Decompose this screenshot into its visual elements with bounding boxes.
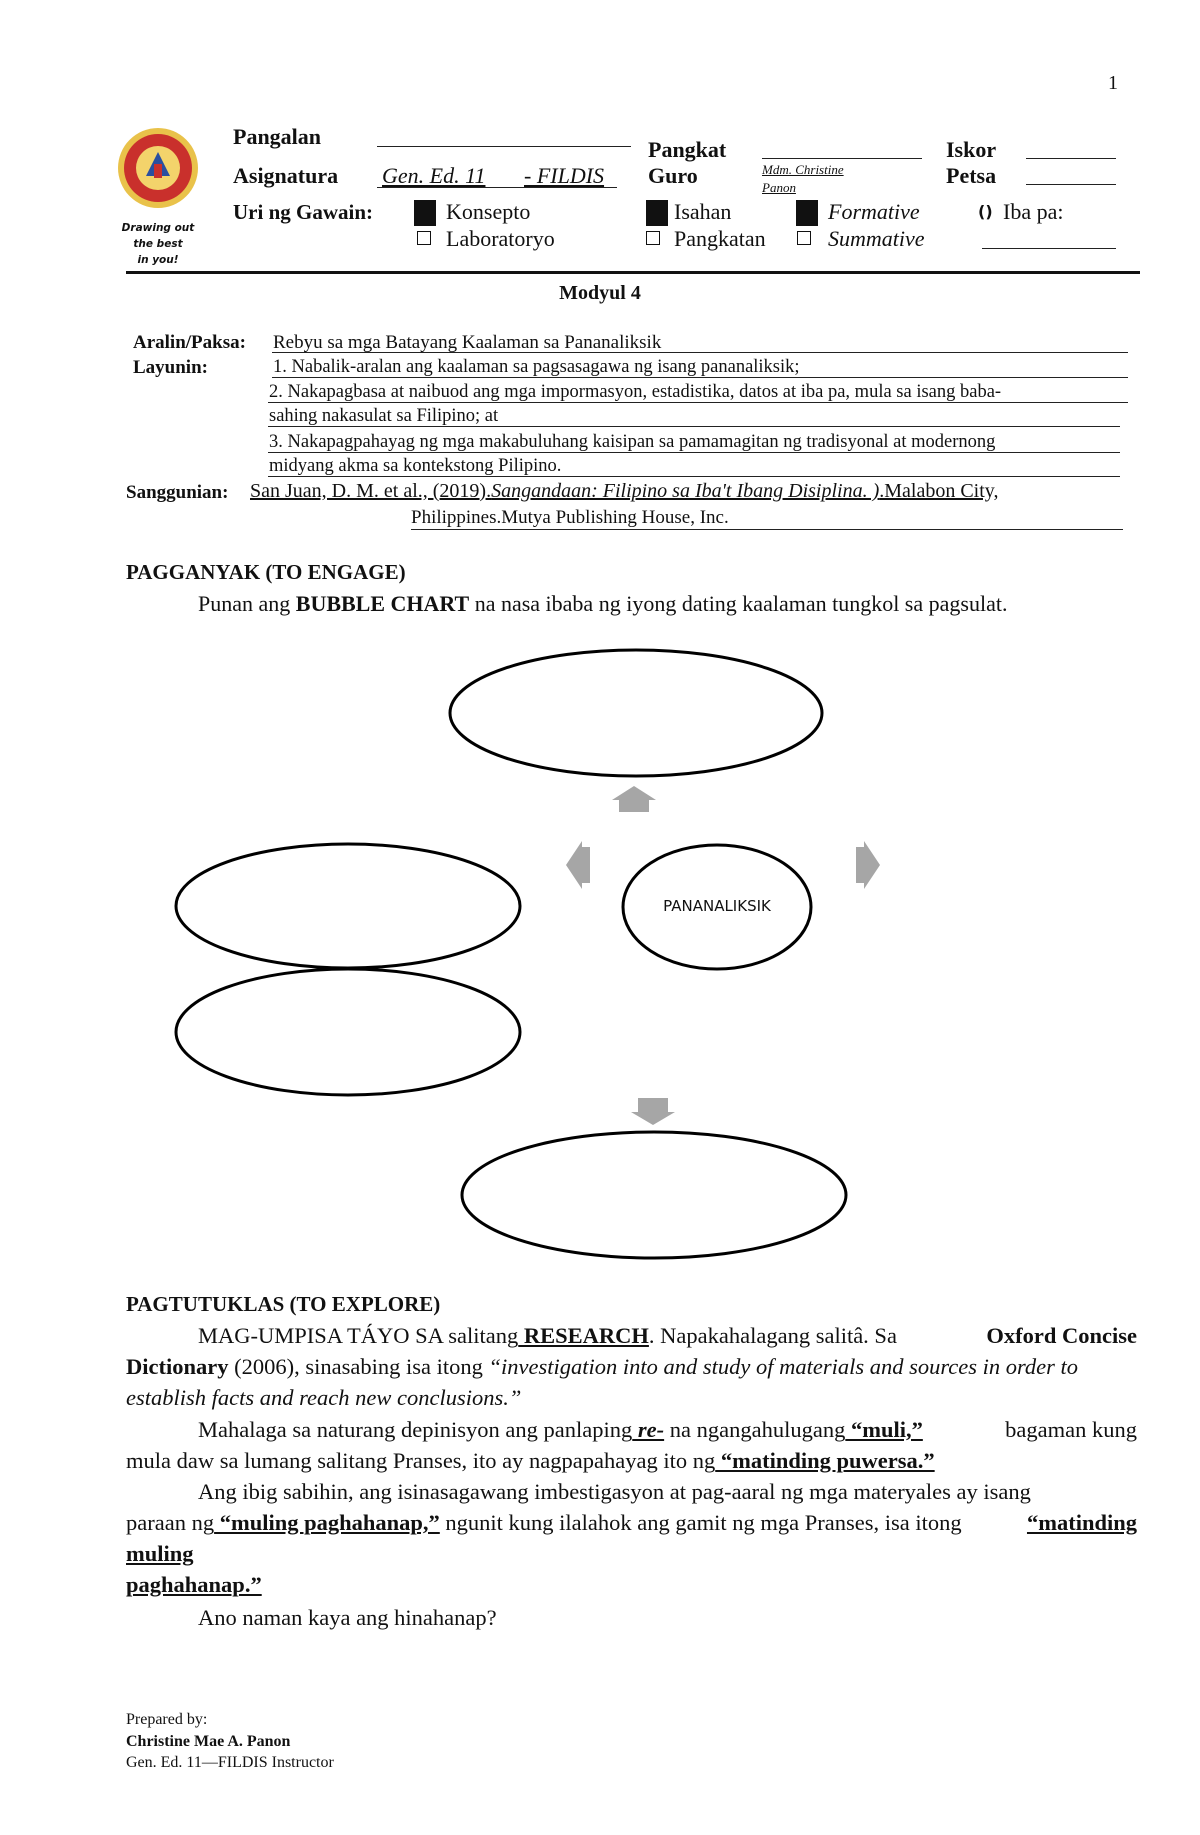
- center-bubble-label: PANANALIKSIK: [663, 897, 771, 915]
- summative-label: Summative: [828, 226, 925, 251]
- sanggunian-label: Sanggunian:: [126, 482, 229, 503]
- explore-paragraph-1: MAG-UMPISA TÁYO SA salitang RESEARCH. Napakahalagang salitâ. Sa Oxford Concise Dictionary (2006), sinasabing isa itong “investigation into and study of materials and sources in order to establish facts and reach new conclusions.”: [126, 1323, 1137, 1410]
- preparer-name: Christine Mae A. Panon: [126, 1733, 291, 1750]
- prepared-by-label: Prepared by:: [126, 1711, 208, 1728]
- bubble-left-lower[interactable]: [176, 969, 520, 1095]
- pangkatan-label: Pangkatan: [674, 226, 766, 251]
- pangkat-field[interactable]: [762, 158, 922, 159]
- aralin-value: Rebyu sa mga Batayang Kaalaman sa Pananaliksik: [273, 332, 662, 353]
- layunin-item: 2. Nakapagbasa at naibuod ang mga impormasyon, estadistika, datos at iba pa, mula sa isang baba-: [269, 382, 1002, 402]
- formative-label: Formative: [828, 199, 920, 224]
- pangkatan-checkbox[interactable]: [646, 231, 660, 245]
- explore-paragraph-4: Ano naman kaya ang hinahanap?: [198, 1605, 497, 1630]
- layunin-item: 3. Nakapagpahayag ng mga makabuluhang kaisipan sa pamamagitan ng tradisyonal at modernong: [269, 432, 996, 452]
- logo-tagline: the best: [133, 238, 183, 250]
- layunin-label: Layunin:: [133, 357, 208, 378]
- iba-pa-icon[interactable]: (): [978, 202, 993, 221]
- uri-label: Uri ng Gawain:: [233, 200, 374, 224]
- arrow-down-icon: [631, 1098, 675, 1125]
- layunin-item-cont: midyang akma sa kontekstong Pilipino.: [269, 456, 562, 476]
- explore-heading: PAGTUTUKLAS (TO EXPLORE): [126, 1292, 441, 1316]
- guro-label: Guro: [648, 163, 698, 188]
- explore-paragraph-3: Ang ibig sabihin, ang isinasagawang imbestigasyon at pag-aaral ng mga materyales ay isang paraan ng “muling paghahanap,” ngunit kung ilalahok ang gamit ng mga Pranses, isa itong “matinding muling paghahanap.”: [126, 1479, 1137, 1597]
- iba-pa-label: Iba pa:: [1003, 199, 1064, 224]
- page-number: 1: [1108, 72, 1118, 94]
- petsa-field[interactable]: [1026, 184, 1116, 185]
- sanggunian-value: San Juan, D. M. et al., (2019).Sangandaan: Filipino sa Iba't Ibang Disiplina. ).Malabon City,: [250, 480, 999, 502]
- iba-pa-field[interactable]: [982, 248, 1116, 249]
- pangalan-field[interactable]: [377, 146, 631, 147]
- pangalan-label: Pangalan: [233, 124, 322, 149]
- asignatura-label: Asignatura: [233, 163, 339, 188]
- arrow-up-icon: [612, 786, 656, 812]
- iskor-label: Iskor: [946, 137, 997, 162]
- bubble-bottom[interactable]: [462, 1132, 846, 1258]
- iskor-field[interactable]: [1026, 158, 1116, 159]
- konsepto-checkbox[interactable]: [414, 200, 436, 226]
- module-title: Modyul 4: [559, 282, 641, 304]
- school-logo: [116, 126, 200, 210]
- laboratoryo-checkbox[interactable]: [417, 231, 431, 245]
- logo-tagline: in you!: [137, 254, 179, 266]
- konsepto-label: Konsepto: [446, 199, 531, 224]
- guro-value-surname: Panon: [762, 180, 796, 195]
- pangkat-label: Pangkat: [648, 137, 727, 162]
- petsa-label: Petsa: [946, 163, 997, 188]
- explore-paragraph-2: Mahalaga sa naturang depinisyon ang panlaping re- na ngangahulugang “muli,” bagaman kung mula daw sa lumang salitang Pranses, ito ay nagpapahayag ito ng “matinding puwersa.”: [126, 1417, 1137, 1473]
- engage-instruction: Punan ang BUBBLE CHART na nasa ibaba ng iyong dating kaalaman tungkol sa pagsulat.: [198, 591, 1008, 616]
- formative-checkbox[interactable]: [796, 200, 818, 226]
- bubble-chart: [0, 640, 1200, 1270]
- layunin-item: 1. Nabalik-aralan ang kaalaman sa pagsasagawa ng isang pananaliksik;: [273, 357, 800, 377]
- asignatura-value-suffix: - FILDIS: [524, 163, 605, 188]
- arrow-left-icon: [566, 841, 590, 889]
- engage-heading: PAGGANYAK (TO ENGAGE): [126, 560, 406, 584]
- preparer-role: Gen. Ed. 11—FILDIS Instructor: [126, 1754, 334, 1771]
- aralin-label: Aralin/Paksa:: [133, 332, 246, 353]
- arrow-right-icon: [856, 841, 880, 889]
- layunin-item-cont: sahing nakasulat sa Filipino; at: [269, 406, 499, 426]
- logo-tagline: Drawing out: [121, 222, 195, 234]
- bubble-left-upper[interactable]: [176, 844, 520, 968]
- guro-value: Mdm. Christine: [762, 162, 844, 177]
- header-divider: [126, 271, 1140, 274]
- laboratoryo-label: Laboratoryo: [446, 226, 555, 251]
- asignatura-value: Gen. Ed. 11: [382, 163, 486, 188]
- sanggunian-publisher: Philippines.Mutya Publishing House, Inc.: [411, 507, 729, 528]
- summative-checkbox[interactable]: [797, 231, 811, 245]
- school-seal-icon: [116, 126, 200, 210]
- bubble-top[interactable]: [450, 650, 822, 776]
- isahan-checkbox[interactable]: [646, 200, 668, 226]
- isahan-label: Isahan: [674, 199, 732, 224]
